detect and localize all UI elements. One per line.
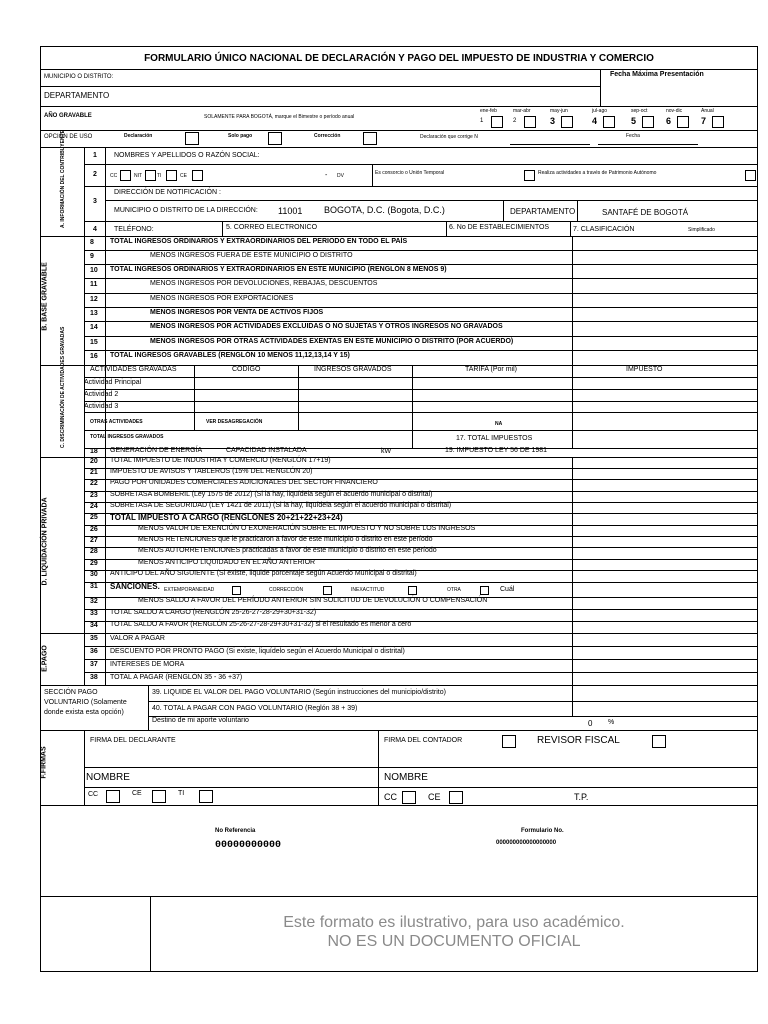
liquidacion-row-label: MENOS SALDO A FAVOR DEL PERÍODO ANTERIOR SIN SOLICITUD DE DEVOLUCIÓN O COMPENSACIÓN	[138, 597, 488, 604]
actividades-col-header: ACTIVIDADES GRAVADAS	[90, 366, 177, 373]
row-number: 34	[90, 622, 98, 629]
section-c-label: C. DISCRIMINACIÓN DE ACTIVIDADES GRAVADAS	[60, 326, 66, 448]
contador-cc-checkbox[interactable]	[402, 791, 416, 804]
row-number: 14	[90, 324, 98, 331]
row-number: 13	[90, 310, 98, 317]
direccion-label: DIRECCIÓN DE NOTIFICACIÓN :	[114, 189, 221, 196]
row-number: 33	[90, 610, 98, 617]
nombre-declarante-label: NOMBRE	[86, 772, 130, 783]
revisor-fiscal-label: REVISOR FISCAL	[537, 735, 620, 746]
destino-aporte-value: 0	[588, 719, 593, 728]
departamento-dir-label: DEPARTAMENTO	[510, 207, 576, 216]
ver-desagregacion-link[interactable]: VER DESAGREGACIÓN	[206, 419, 263, 425]
row-number: 9	[90, 253, 94, 260]
row-number: 31	[90, 583, 98, 590]
period-checkbox[interactable]	[712, 116, 724, 128]
row-number: 26	[90, 526, 98, 533]
extemporaneidad-checkbox[interactable]	[232, 586, 241, 595]
row-number: 37	[90, 661, 98, 668]
actividad-row-label: Actividad 3	[84, 403, 119, 410]
base-row-label: TOTAL INGRESOS ORDINARIOS Y EXTRAORDINARIOS DEL PERIODO EN TODO EL PAÍS	[110, 238, 408, 245]
contador-ce-checkbox[interactable]	[449, 791, 463, 804]
liquidacion-row-label: PAGO POR UNIDADES COMERCIALES ADICIONALES DEL SECTOR FINANCIERO	[110, 479, 378, 486]
opcion-uso-label: OPCIÓN DE USO	[44, 134, 93, 140]
row-number: 12	[90, 296, 98, 303]
actividades-col-header: TARIFA (Por mil)	[465, 366, 517, 373]
section-d-label: D. LIQUIDACIÓN PRIVADA	[41, 497, 49, 586]
ce-checkbox[interactable]	[192, 170, 203, 181]
base-row-label: MENOS INGRESOS POR ACTIVIDADES EXCLUIDAS O NO SUJETAS Y OTROS INGRESOS NO GRAVADOS	[150, 323, 503, 330]
period-label: jul-ago	[592, 108, 608, 114]
row-number: 11	[90, 281, 98, 288]
pago-row-label: TOTAL A PAGAR (RENGLÓN 35 - 36 +37)	[110, 674, 243, 681]
solo-pago-label: Solo pago	[228, 133, 253, 139]
telefono-label: TELÉFONO:	[114, 226, 154, 233]
period-label: ene-feb	[480, 108, 497, 114]
declaracion-corrige-label: Declaración que corrige N	[420, 134, 478, 140]
consorcio-label: Es consorcio o Unión Temporal	[375, 170, 445, 176]
formulario-no-label: Formulario No.	[521, 828, 564, 834]
pago-voluntario-39: 39. LIQUIDE EL VALOR DEL PAGO VOLUNTARIO (Según instrucciones del municipio/distrito)	[152, 689, 446, 696]
section-f-label: F.FIRMAS	[40, 746, 48, 779]
period-label: nov-dic	[666, 108, 683, 114]
declarante-ti-checkbox[interactable]	[199, 790, 213, 803]
row-number: 22	[90, 480, 98, 487]
liquidacion-row-label: IMPUESTO DE AVISOS Y TABLEROS (15% DEL RENGLÓN 20)	[110, 468, 313, 475]
municipio-label: MUNICIPIO O DISTRITO:	[44, 74, 114, 80]
row-number: 29	[90, 560, 98, 567]
declarante-ce-checkbox[interactable]	[152, 790, 166, 803]
form-title: FORMULARIO ÚNICO NACIONAL DE DECLARACIÓN Y PAGO DEL IMPUESTO DE INDUSTRIA Y COMERCIO	[144, 53, 654, 64]
base-row-label: TOTAL INGRESOS ORDINARIOS Y EXTRAORDINARIOS EN ESTE MUNICIPIO (RENGLÓN 8 MENOS 9)	[110, 266, 447, 273]
contador-checkbox[interactable]	[502, 735, 516, 748]
correccion-checkbox[interactable]	[363, 132, 377, 145]
otras-actividades-label: OTRAS ACTIVIDADES	[90, 419, 143, 425]
patrimonio-checkbox[interactable]	[745, 170, 756, 181]
row-number: 21	[90, 469, 98, 476]
generacion-energia-label: GENERACIÓN DE ENERGÍA	[110, 447, 203, 454]
no-referencia-value: 00000000000	[215, 840, 282, 851]
disclaimer-line-2: NO ES UN DOCUMENTO OFICIAL	[327, 933, 581, 950]
consorcio-checkbox[interactable]	[524, 170, 535, 181]
liquidacion-row-label: SOBRETASA DE SEGURIDAD (LEY 1421 de 2011) (Si la hay, liquídela según el acuerdo municipal o distrital)	[110, 502, 452, 509]
period-number: 3	[550, 116, 556, 126]
period-checkbox[interactable]	[491, 116, 503, 128]
base-row-label: MENOS INGRESOS POR OTRAS ACTIVIDADES EXENTAS EN ESTE MUNICIPIO O DISTRITO (POR ACUERDO)	[150, 338, 514, 345]
period-checkbox[interactable]	[642, 116, 654, 128]
correccion-sancion-checkbox[interactable]	[323, 586, 332, 595]
row-number: 24	[90, 503, 98, 510]
period-label: mar-abr	[513, 108, 531, 114]
establecimientos-label: 6. No DE ESTABLECIMIENTOS	[449, 224, 550, 231]
liquidacion-row-label: MENOS AUTORRETENCIONES practicadas a favor de este municipio o distrito en este período	[138, 547, 437, 554]
codigo-municipio: 11001	[278, 206, 303, 216]
actividades-col-header: CODIGO	[232, 366, 261, 373]
period-label: sep-oct	[631, 108, 648, 114]
period-checkbox[interactable]	[677, 116, 689, 128]
ciudad-value: BOGOTA, D.C. (Bogota, D.C.)	[324, 205, 445, 215]
liquidacion-row-label: TOTAL IMPUESTO A CARGO (RENGLONES 20+21+22+23+24)	[110, 513, 343, 522]
row-number: 20	[90, 458, 98, 465]
nombres-label: NOMBRES Y APELLIDOS O RAZÓN SOCIAL:	[114, 152, 260, 159]
base-row-label: TOTAL INGRESOS GRAVABLES (RENGLÓN 10 MENOS 11,12,13,14 Y 15)	[110, 352, 350, 359]
ley56-label: 19. IMPUESTO LEY 56 DE 1981	[445, 447, 548, 454]
section-e-label: E.PAGO	[41, 645, 49, 672]
liquidacion-row-label: MENOS ANTICIPO LIQUIDADO EN EL AÑO ANTERIOR	[138, 559, 316, 566]
pago-row-label: DESCUENTO POR PRONTO PAGO (Si existe, liquídelo según el Acuerdo Municipal o distrital)	[110, 648, 405, 655]
period-label: Anual	[701, 108, 714, 114]
bogota-note: SOLAMENTE PARA BOGOTÁ, marque el Bimestre o período anual	[204, 114, 355, 120]
period-label: may-jun	[550, 108, 568, 114]
period-checkbox[interactable]	[524, 116, 536, 128]
simplificado-value: Simplificado	[688, 227, 715, 233]
firma-contador-label: FIRMA DEL CONTADOR	[384, 737, 463, 744]
period-checkbox[interactable]	[603, 116, 615, 128]
tp-label: T.P.	[574, 792, 589, 802]
liquidacion-row-label: MENOS RETENCIONES que le practicaron a favor de este municipio o distrito en este período	[138, 536, 433, 543]
section-a-label: A. INFORMACIÓN DEL CONTRIBUYENTE	[60, 130, 66, 228]
row-number: 28	[90, 548, 98, 555]
base-row-label: MENOS INGRESOS FUERA DE ESTE MUNICIPIO O DISTRITO	[150, 252, 353, 259]
solo-pago-checkbox[interactable]	[268, 132, 282, 145]
declaracion-label: Declaración	[124, 133, 153, 139]
liquidacion-row-label: SANCIONES.	[110, 582, 160, 591]
declarante-cc-checkbox[interactable]	[106, 790, 120, 803]
row-number: 16	[90, 353, 98, 360]
period-number: 4	[592, 116, 598, 126]
total-ingresos-label: TOTAL INGRESOS GRAVADOS	[90, 434, 164, 440]
liquidacion-row-label: TOTAL SALDO A FAVOR (RENGLÓN 25-26-27-28-29+30+31-32) si el resultado es menor a cero	[110, 621, 412, 628]
period-number: 7	[701, 116, 707, 126]
revisor-fiscal-checkbox[interactable]	[652, 735, 666, 748]
actividad-row-label: Actividad 2	[84, 391, 119, 398]
firma-declarante-label: FIRMA DEL DECLARANTE	[90, 737, 176, 744]
base-row-label: MENOS INGRESOS POR EXPORTACIONES	[150, 295, 294, 302]
divider	[40, 69, 758, 70]
na-value: NA	[495, 421, 503, 427]
capacidad-instalada-label: CAPACIDAD INSTALADA	[226, 447, 307, 454]
row-number: 15	[90, 339, 98, 346]
row-number: 32	[90, 598, 98, 605]
pago-row-label: VALOR A PAGAR	[110, 635, 165, 642]
destino-aporte-label: Destino de mi aporte voluntario	[152, 717, 249, 724]
pago-row-label: INTERESES DE MORA	[110, 661, 185, 668]
form-frame	[40, 46, 758, 972]
row-number: 23	[90, 492, 98, 499]
municipio-direccion-label: MUNICIPIO O DISTRITO DE LA DIRECCIÓN:	[114, 207, 258, 214]
fecha-maxima-label: Fecha Máxima Presentación	[610, 71, 704, 78]
nit-checkbox[interactable]	[145, 170, 156, 181]
departamento-value: SANTAFÉ DE BOGOTÁ	[602, 208, 689, 217]
clasificacion-label: 7. CLASIFICACIÓN	[573, 226, 635, 233]
row-number: 10	[90, 267, 98, 274]
row-number: 35	[90, 635, 98, 642]
row-number: 30	[90, 571, 98, 578]
row-number: 27	[90, 537, 98, 544]
row-number: 25	[90, 514, 98, 521]
actividades-col-header: IMPUESTO	[626, 366, 663, 373]
patrimonio-label: Realiza actividades a través de Patrimonio Autónomo	[538, 170, 657, 176]
liquidacion-row-label: TOTAL SALDO A CARGO (RENGLÓN 25-26-27-28-29+30+31-32)	[110, 609, 317, 616]
formulario-no-value: 000000000000000000	[496, 840, 557, 846]
correccion-label: Corrección	[314, 133, 341, 139]
period-number: 5	[631, 116, 637, 126]
period-number: 2	[513, 118, 517, 124]
no-referencia-label: No Referencia	[215, 828, 256, 834]
cc-checkbox[interactable]	[120, 170, 131, 181]
base-row-label: MENOS INGRESOS POR DEVOLUCIONES, REBAJAS, DESCUENTOS	[150, 280, 378, 287]
liquidacion-row-label: MENOS VALOR DE EXENCIÓN O EXONERACIÓN SOBRE EL IMPUESTO Y NO SOBRE LOS INGRESOS	[138, 525, 476, 532]
otra-sancion-checkbox[interactable]	[480, 586, 489, 595]
total-impuestos-label: 17. TOTAL IMPUESTOS	[456, 435, 533, 442]
inexactitud-checkbox[interactable]	[408, 586, 417, 595]
declaracion-checkbox[interactable]	[185, 132, 199, 145]
actividades-col-header: INGRESOS GRAVADOS	[314, 366, 392, 373]
fecha-label: Fecha	[626, 133, 640, 139]
departamento-label: DEPARTAMENTO	[44, 91, 110, 100]
base-row-label: MENOS INGRESOS POR VENTA DE ACTIVOS FIJOS	[150, 309, 324, 316]
period-checkbox[interactable]	[561, 116, 573, 128]
section-b-label: B. BASE GRAVABLE	[41, 262, 49, 331]
ano-gravable-label: AÑO GRAVABLE	[44, 113, 92, 119]
row-number: 36	[90, 648, 98, 655]
nombre-contador-label: NOMBRE	[384, 772, 428, 783]
row-number: 8	[90, 239, 94, 246]
period-number: 1	[480, 118, 484, 124]
ti-checkbox[interactable]	[166, 170, 177, 181]
liquidacion-row-label: TOTAL IMPUESTO DE INDUSTRIA Y COMERCIO (RENGLÓN 17+19)	[110, 457, 331, 464]
liquidacion-row-label: SOBRETASA BOMBERIL (Ley 1575 de 2012) (Si la hay, liquídela según el acuerdo municipal o distrital)	[110, 491, 433, 498]
row-number: 38	[90, 674, 98, 681]
pago-voluntario-40: 40. TOTAL A PAGAR CON PAGO VOLUNTARIO (Reglón 38 + 39)	[152, 705, 358, 712]
disclaimer-line-1: Este formato es ilustrativo, para uso académico.	[283, 914, 625, 931]
actividad-row-label: Actividad Principal	[84, 379, 142, 386]
liquidacion-row-label: ANTICIPO DEL AÑO SIGUIENTE (Si existe, liquide porcentaje según Acuerdo Municipal o distrital)	[110, 570, 417, 577]
period-number: 6	[666, 116, 672, 126]
correo-label: 5. CORREO ELECTRONICO	[226, 224, 318, 231]
